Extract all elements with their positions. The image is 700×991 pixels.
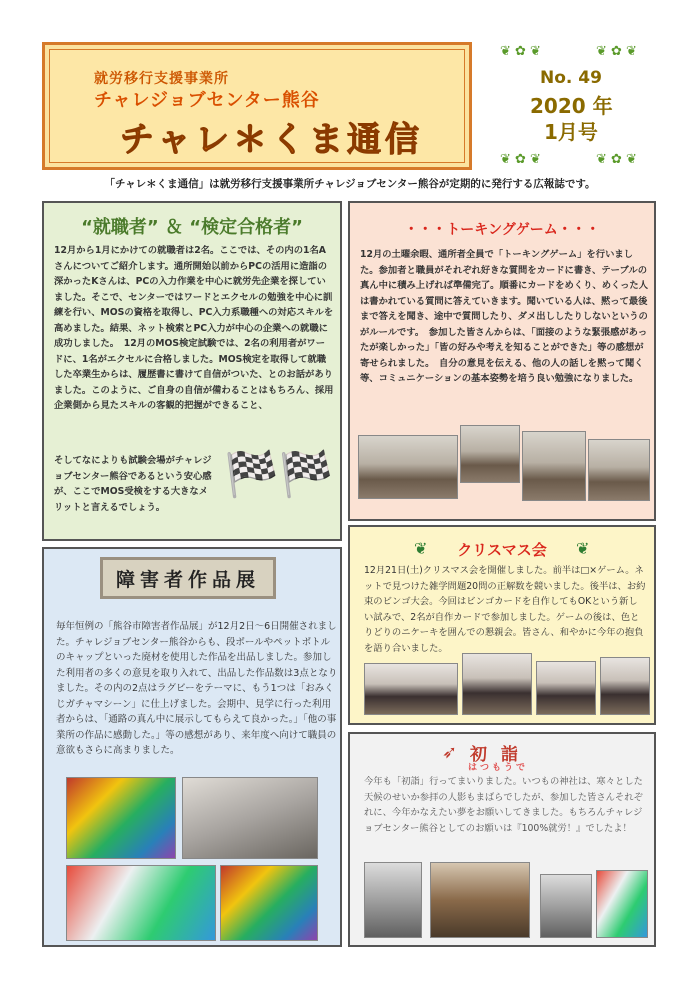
meeting-photo: [522, 431, 586, 501]
talking-game-title: ・・・トーキングゲーム・・・: [404, 222, 600, 238]
masthead: [42, 42, 472, 170]
shrine-photo: [540, 874, 592, 938]
talking-game-article: [348, 201, 656, 521]
exhibition-sign: [100, 557, 276, 599]
issue-info: [496, 42, 656, 170]
meeting-photo: [588, 439, 650, 501]
exhibition-body: 毎年恒例の「熊谷市障害者作品展」が12月2日〜6日開催されました。チャレジョブセンター熊谷からも、段ボールやペットボトルのキャップといった廃材を使用した作品を出品しました。参加した利用者の多くの意見を取り入れて、出品した作品数は3点となりました。その内の2点はラグビーをテーマに、もう1つは「おみくじガチャマシーン」に仕上げました。会期中、見学に行った利用者からは、「通路の真ん中に展示してもらえて良かった。」「他の事業所の作品に感動した。」等の感想があり、来年度へ向けて職員の意欲もさらに高まりました。: [56, 621, 338, 756]
christmas-article: [348, 525, 656, 725]
employment-title: “就職者” ＆ “検定合格者”: [81, 217, 303, 238]
issue-number: No. 49: [540, 68, 602, 88]
org-name-line2: チャレジョブセンター熊谷: [94, 90, 320, 111]
issue-year: 2020 年: [530, 94, 613, 118]
artwork-photo: [66, 777, 176, 859]
issue-month: 1月号: [544, 120, 598, 144]
exhibition-title: 障害者作品展: [115, 568, 260, 591]
vine-icon: ❦ ✿ ❦: [500, 44, 541, 59]
party-photo: [462, 653, 532, 715]
arrow-icon: ➶: [442, 742, 458, 763]
employment-body-tail: そしてなによりも試験会場がチャレジョブセンター熊谷であるという安心感が、ここでMOS受検をする大きなメリットと言えるでしょう。: [54, 455, 212, 513]
shrine-visit-body: 今年も「初詣」行ってまいりました。いつもの神社は、寒々とした天候のせいか参拝の人影もまばらでしたが、参加した皆さんそれぞれに、今年かなえたい夢をお願いしてきました。もちろんチャレジョブセンター熊谷としてのお願いは『100%就労！』でしたよ！: [364, 776, 643, 834]
artwork-photo: [220, 865, 318, 941]
shrine-photo: [596, 870, 648, 938]
vine-icon: ❦ ✿ ❦: [596, 152, 637, 167]
meeting-photo: [358, 435, 458, 499]
newsletter-title: チャレ＊くま通信: [120, 120, 423, 160]
shrine-photo: [364, 862, 422, 938]
party-photo: [364, 663, 458, 715]
shrine-visit-title: 初 詣: [470, 745, 522, 765]
meeting-photo: [460, 425, 520, 483]
talking-game-body: 12月の土曜余暇、通所者全員で「トーキングゲーム」を行いました。参加者と職員がそれぞれ好きな質問をカードに書き、テーブルの真ん中に積み上げれば準備完了。順番にカードをめくり、めくった人は書かれている質問に答えていきます。聞いている人は、黙って最後まで答えを聞き、途中で質問したり、ダメ出ししたりしないというのがルールです。 参加した皆さんからは、「面接のような緊張感があったが楽しかった」「皆の好みや考えを知ることができた」等の感想が寄せられました。 自分の意見を伝える、他の人の話しを黙って聞く等、コミュニケーションの基本姿勢を培う良い勉強になりました。: [360, 249, 649, 384]
vine-icon: ❦ ✿ ❦: [500, 152, 541, 167]
party-photo: [600, 657, 650, 715]
holly-icon: ❦: [576, 539, 590, 558]
new-year-shrine-article: [348, 732, 656, 947]
artwork-photo: [182, 777, 318, 859]
christmas-title: クリスマス会: [457, 541, 547, 559]
checkered-flags-icon: 🏁🏁: [224, 449, 334, 500]
shrine-photo: [430, 862, 530, 938]
tagline: 「チャレ＊くま通信」は就労移行支援事業所チャレジョブセンター熊谷が定期的に発行する広報誌です。: [104, 178, 596, 190]
holly-icon: ❦: [414, 539, 428, 558]
employment-article: [42, 201, 342, 541]
vine-icon: ❦ ✿ ❦: [596, 44, 637, 59]
party-photo: [536, 661, 596, 715]
masthead-inner: [49, 49, 465, 163]
christmas-body: 12月21日(土)クリスマス会を開催しました。前半は□×ゲーム。ネットで見つけた雑学問題20問の正解数を競いました。後半は、お約束のビンゴ大会。今回はビンゴカードを自作してもOKという新しい試みで、2名が自作カードで参加しました。ゲームの後は、色とりどりのニケーキを囲んでの懇親会。皆さん、和やかに今年の抱負を語り合いました。: [364, 565, 646, 654]
org-name-line1: 就労移行支援事業所: [94, 71, 229, 87]
artwork-photo: [66, 865, 216, 941]
employment-body: 12月から1月にかけての就職者は2名。ここでは、その内の1名Aさんについてご紹介します。通所開始以前からPCの活用に造詣の深かったKさんは、PCの入力作業を中心に就労先企業を探していました。そこで、センターではワードとエクセルの勉強を中心に訓練を行い、MOSの資格を取得し、PC入力系職種への対応スキルを高めました。結果、ネット検索とPC入力が中心の企業への就職に成功しました。 12月のMOS検定試験では、2名の利用者がワードに、1名がエクセルに合格しました。MOS検定を取得して就職した卒業生からは、履歴書に書けて自信がついた、とのお話がありました。このように、ご自身の自信が備わることはもちろん、採用企業側から見たスキルの客観的把握ができること、: [54, 245, 334, 411]
art-exhibition-article: [42, 547, 342, 947]
shrine-visit-ruby: はつもうで: [468, 763, 529, 773]
